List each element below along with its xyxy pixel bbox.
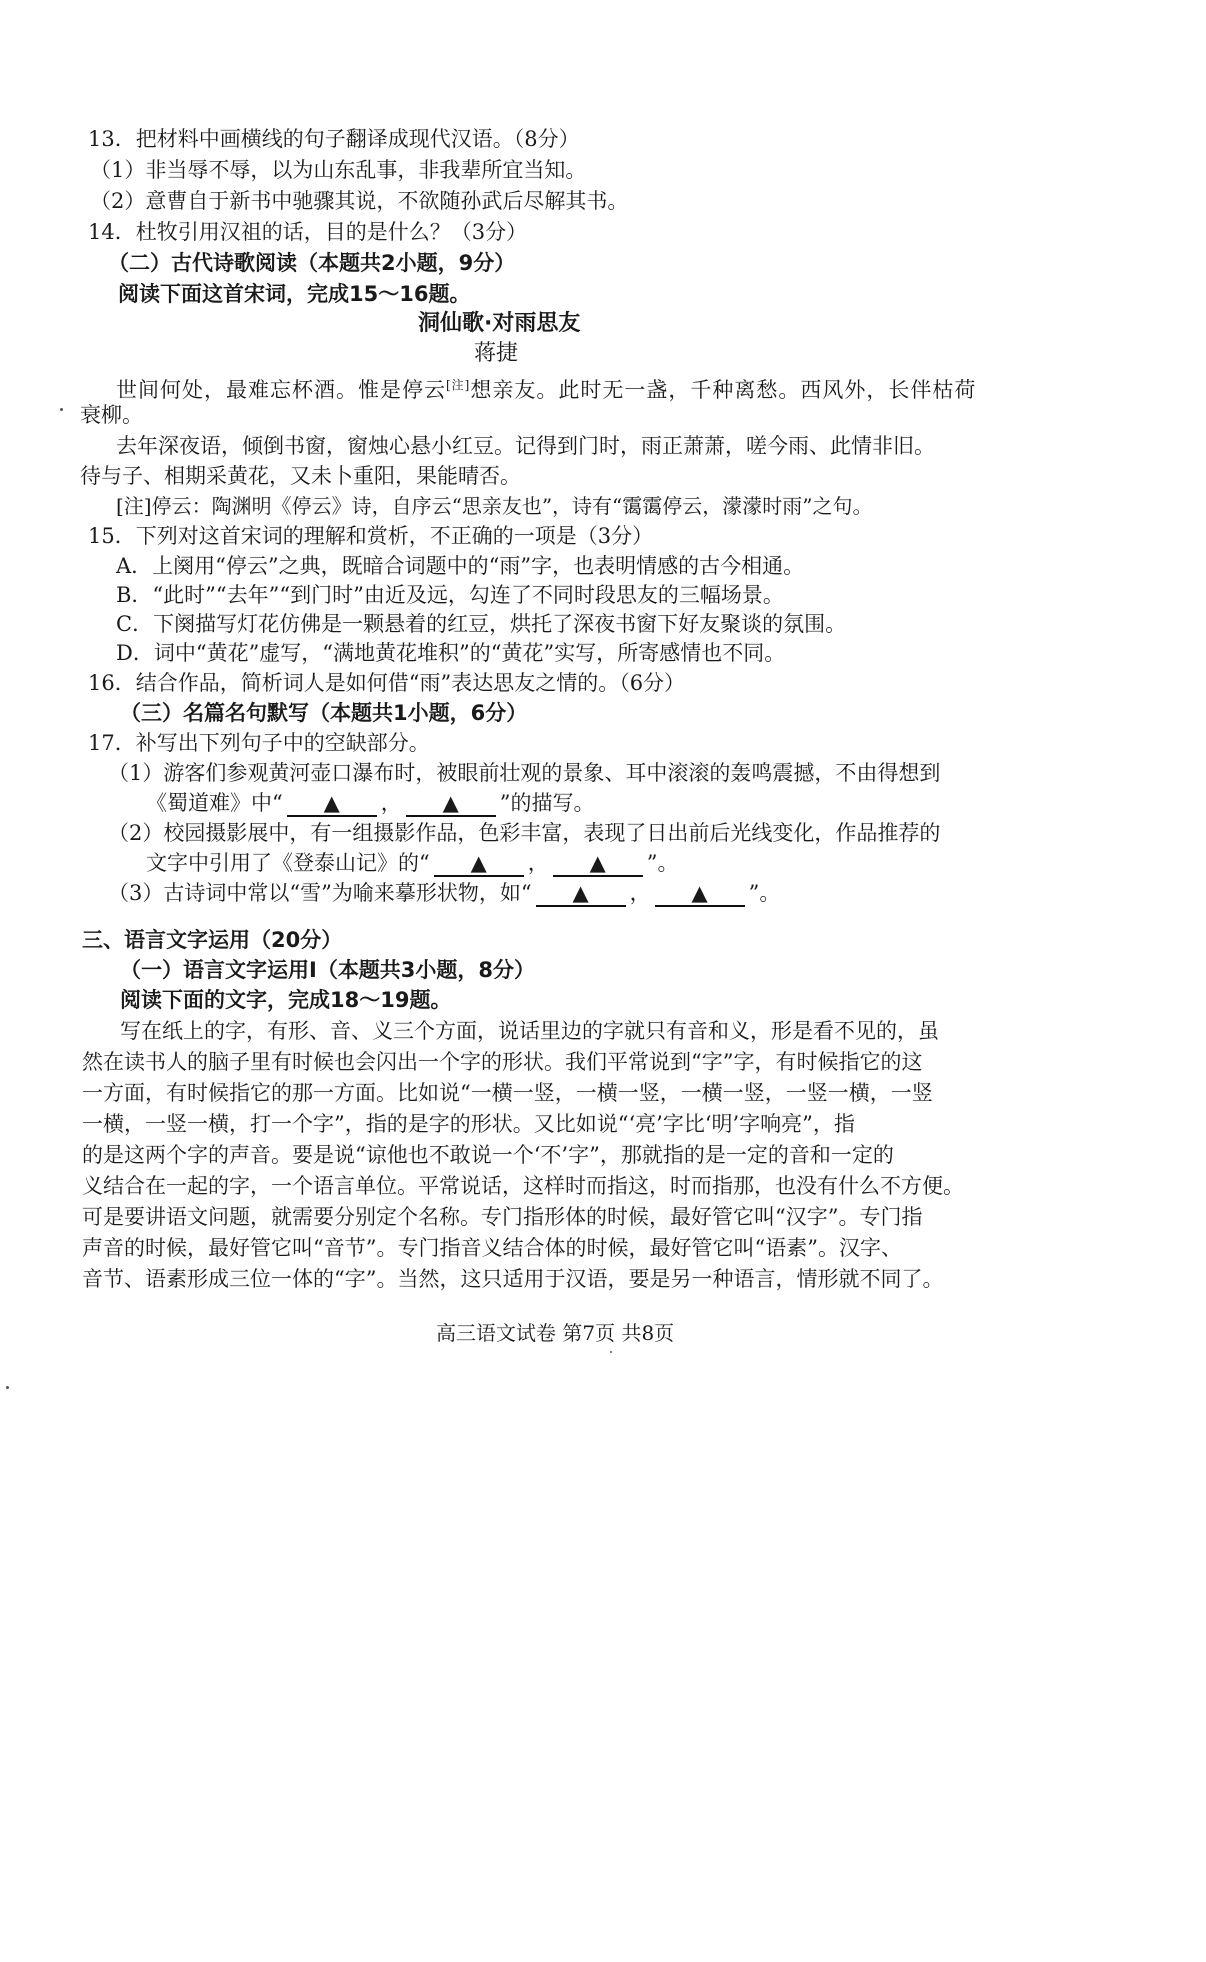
q15-option-b: B．“此时”“去年”“到门时”由近及远，勾连了不同时段思友的三幅场景。 [116,583,784,607]
q17-item-3-post: ”。 [748,881,781,905]
note-mark: [注] [446,378,471,392]
q17-item-1b [146,788,595,818]
poem-note: [注]停云：陶渊明《停云》诗，自序云“思亲友也”，诗有“霭霭停云，濛濛时雨”之句。 [116,494,873,518]
scan-speck [60,408,63,411]
poetry-instruction: 阅读下面这首宋词，完成15～16题。 [118,282,471,306]
q15-title: 15．下列对这首宋词的理解和赏析，不正确的一项是（3分） [88,524,654,548]
answer-blank[interactable]: ▲ [553,851,643,877]
q13-item-2: （2）意曹自于新书中驰骤其说，不欲随孙武后尽解其书。 [90,189,629,213]
poem-line-1 [116,370,976,405]
passage-line: 一方面，有时候指它的那一方面。比如说“一横一竖，一横一竖，一横一竖，一竖一横，一竖 [82,1081,933,1105]
q17-item-1a: （1）游客们参观黄河壶口瀑布时，被眼前壮观的景象、耳中滚滚的轰鸣震撼，不由得想到 [108,761,941,785]
poem-line-4: 待与子、相期采黄花，又未卜重阳，果能晴否。 [80,464,521,488]
answer-blank[interactable]: ▲ [406,791,496,817]
passage-line: 写在纸上的字，有形、音、义三个方面，说话里边的字就只有音和义，形是看不见的，虽 [120,1019,939,1043]
q14-title: 14．杜牧引用汉祖的话，目的是什么？（3分） [88,220,528,244]
comma: ， [527,851,549,875]
answer-blank[interactable]: ▲ [536,881,626,907]
poem-line-3: 去年深夜语，倾倒书窗，窗烛心悬小红豆。记得到门时，雨正萧萧，嗟今雨、此情非旧。 [116,434,935,458]
q17-item-3-pre: （3）古诗词中常以“雪”为喻来摹形状物，如“ [108,881,532,905]
answer-blank[interactable]: ▲ [287,791,377,817]
passage-line: 义结合在一起的字，一个语言单位。平常说话，这样时而指这，时而指那，也没有什么不方便。 [82,1174,964,1198]
q17-item-2b-pre: 文字中引用了《登泰山记》的“ [146,851,430,875]
q17-item-1b-pre: 《蜀道难》中“ [146,791,283,815]
poetry-section-heading: （二）古代诗歌阅读（本题共2小题，9分） [108,251,516,275]
passage-line: 可是要讲语文问题，就需要分别定个名称。专门指形体的时候，最好管它叫“汉字”。专门指 [82,1205,923,1229]
passage-line: 的是这两个字的声音。要是说“谅他也不敢说一个‘不’字”，那就指的是一定的音和一定的 [82,1143,894,1167]
q16-title: 16．结合作品，简析词人是如何借“雨”表达思友之情的。（6分） [88,671,686,695]
poem-line-1a: 世间何处，最难忘杯酒。惟是停云 [116,378,446,402]
q17-item-1b-post: ”的描写。 [499,791,595,815]
passage-line: 然在读书人的脑子里有时候也会闪出一个字的形状。我们平常说到“字”字，有时候指它的这 [82,1050,923,1074]
part3-heading: 三、语言文字运用（20分） [82,928,343,952]
passage-line: 声音的时候，最好管它叫“音节”。专门指音义结合体的时候，最好管它叫“语素”。汉字、 [82,1236,902,1260]
answer-blank[interactable]: ▲ [434,851,524,877]
page-footer: 高三语文试卷 第7页 共8页 [436,1321,675,1345]
q15-option-c: C．下阕描写灯花仿佛是一颗悬着的红豆，烘托了深夜书窗下好友聚谈的氛围。 [116,612,847,636]
q17-item-3 [108,878,780,908]
q13-item-1: （1）非当辱不辱，以为山东乱事，非我辈所宜当知。 [90,158,587,182]
q15-option-a: A．上阕用“停云”之典，既暗合词题中的“雨”字，也表明情感的古今相通。 [116,554,805,578]
comma: ， [629,881,651,905]
famous-section-heading: （三）名篇名句默写（本题共1小题，6分） [120,701,528,725]
q17-item-2b-post: ”。 [646,851,679,875]
part3-instruction: 阅读下面的文字，完成18～19题。 [120,988,452,1012]
comma: ， [380,791,402,815]
q17-item-2b [146,848,679,878]
poem-author: 蒋捷 [474,341,519,366]
q17-item-2a: （2）校园摄影展中，有一组摄影作品，色彩丰富，表现了日出前后光线变化，作品推荐的 [108,821,941,845]
scan-speck [6,1386,9,1389]
answer-blank[interactable]: ▲ [655,881,745,907]
poem-line-2: 衰柳。 [80,403,143,427]
passage-line: 一横，一竖一横，打一个字”，指的是字的形状。又比如说“‘亮’字比‘明’字响亮”，指 [82,1112,855,1136]
poem-line-1b: 想亲友。此时无一盏，千种离愁。西风外，长伴枯荷 [470,378,977,402]
q13-title: 13．把材料中画横线的句子翻译成现代汉语。（8分） [88,127,580,151]
scan-speck [610,1351,612,1353]
q15-option-d: D．词中“黄花”虚写，“满地黄花堆积”的“黄花”实写，所寄感情也不同。 [116,641,786,665]
q17-title: 17．补写出下列句子中的空缺部分。 [88,731,430,755]
poem-title: 洞仙歌·对雨思友 [418,311,581,336]
passage-line: 音节、语素形成三位一体的“字”。当然，这只适用于汉语，要是另一种语言，情形就不同了。 [82,1267,944,1291]
part3-section-heading: （一）语言文字运用Ⅰ（本题共3小题，8分） [120,958,536,982]
